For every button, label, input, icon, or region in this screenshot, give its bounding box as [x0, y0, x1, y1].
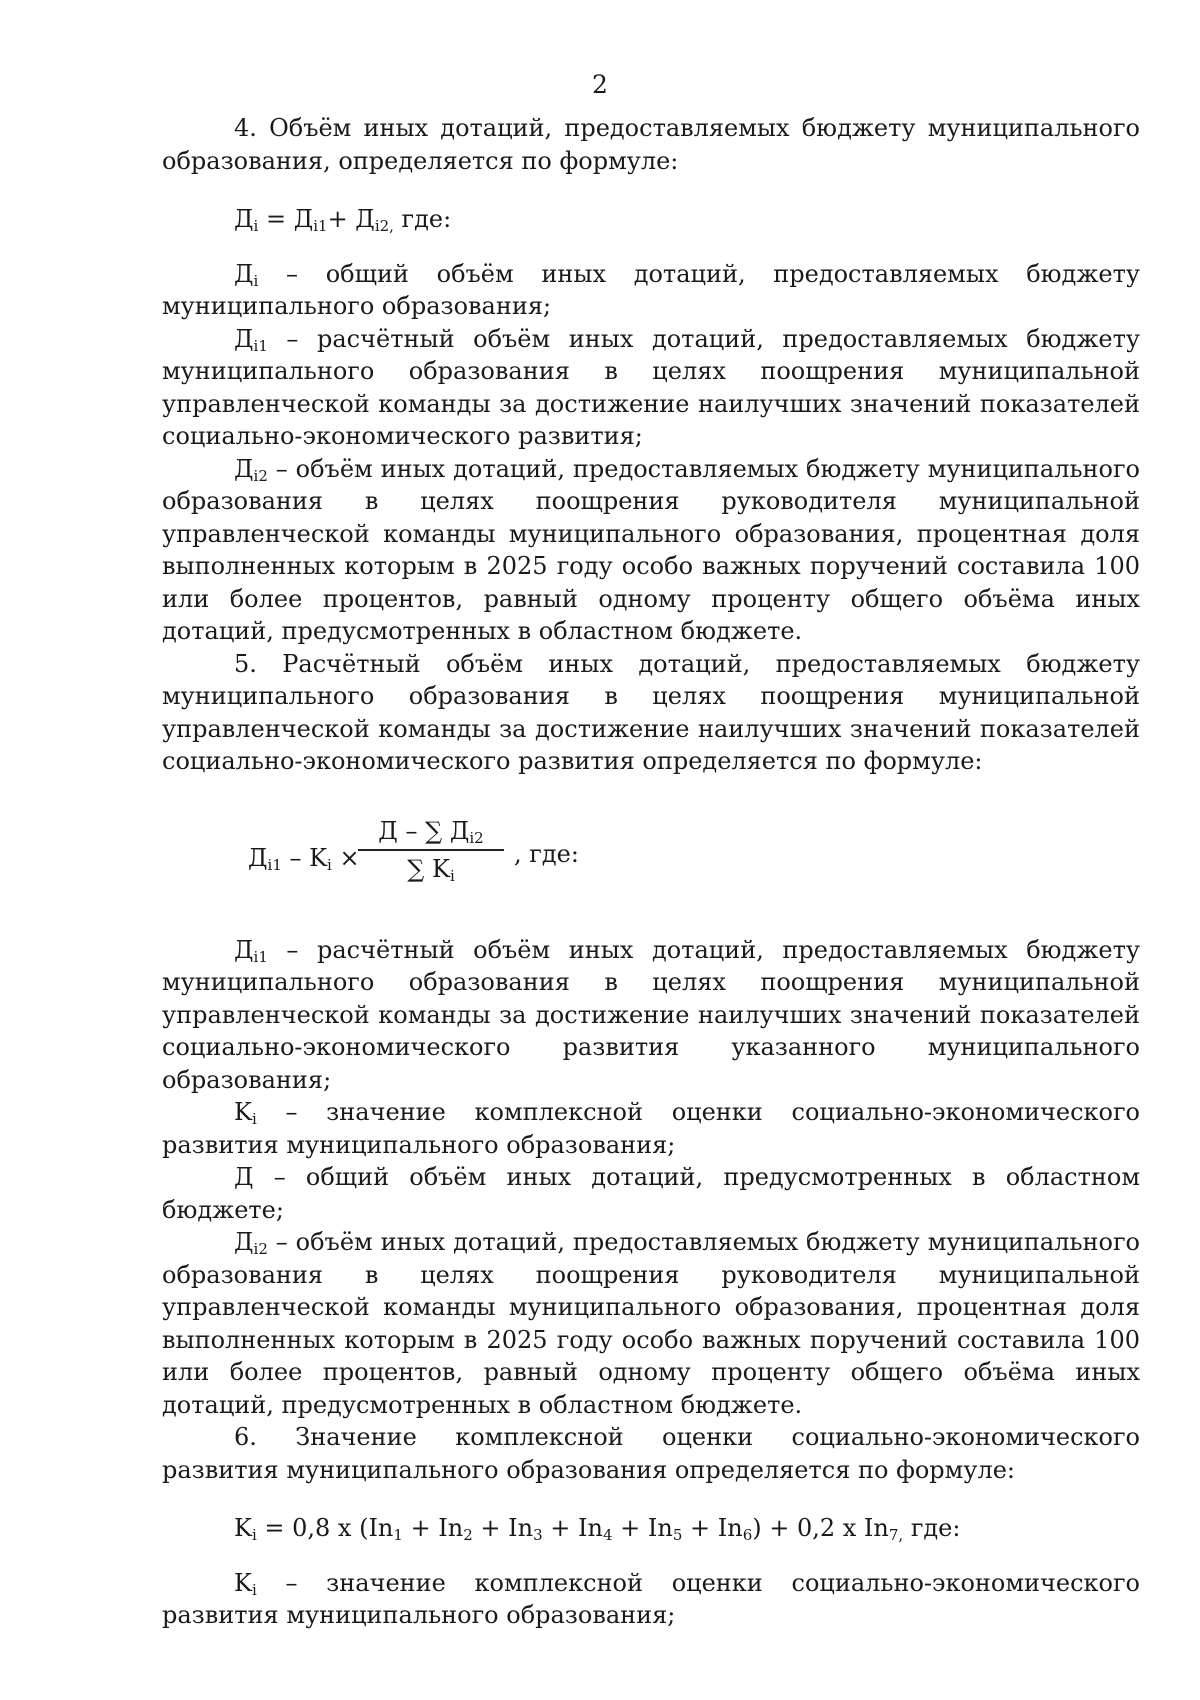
fraction — [358, 816, 504, 884]
fraction-numerator: Д – ∑ $Д_{i2}$ — [378, 816, 484, 847]
definition2-di2: $Д_{i2}$ – объём иных дотаций, предоставляемых бюджету муниципального образования в целях поощрения руководителя муниципальной управленческой команды муниципального образования, процентная доля выполненных которым в 2025 году особо важных поручений составила 100 или более процентов, равный одному проценту общего объёма иных дотаций, предусмотренных в областном бюджете. — [162, 1228, 1140, 1419]
fraction-bar — [358, 849, 504, 851]
document-body — [162, 112, 1140, 1632]
paragraph-4-intro: 4. Объём иных дотаций, предоставляемых бюджету муниципального образования, определяется по формуле: — [162, 114, 1140, 175]
page-number: 2 — [592, 70, 608, 99]
formula-lhs: $Д_{i1} - K_i$ × — [248, 843, 360, 874]
definition-di: $Д_i$ – общий объём иных дотаций, предоставляемых бюджету муниципального образования; — [162, 259, 1140, 320]
definition2-d: Д – общий объём иных дотаций, предусмотренных в областном бюджете; — [162, 1163, 1140, 1224]
definition-di2: $Д_{i2}$ – объём иных дотаций, предоставляемых бюджету муниципального образования в целях поощрения руководителя муниципальной управленческой команды муниципального образования, процентная доля выполненных которым в 2025 году особо важных поручений составила 100 или более процентов, равный одному проценту общего объёма иных дотаций, предусмотренных в областном бюджете. — [162, 454, 1140, 645]
fraction-denominator: ∑ $K_i$ — [407, 854, 455, 885]
formula-di1-fraction — [162, 806, 1140, 916]
formula-di-sum: $Д_i = Д_{i1}+ Д_{i2,}$ где: — [234, 205, 452, 235]
formula-ki: $K_i = 0,8$ x $(In_1 + In_2 + In_3 + In_4 + In_5 + In_6) + 0,2$ x $In_{7,}$ где: — [234, 1514, 961, 1544]
formula-tail: , где: — [514, 839, 579, 868]
definition2-ki: $K_i$ – значение комплексной оценки социально-экономического развития муниципального образования; — [162, 1098, 1140, 1159]
definition2-di1: $Д_{i1}$ – расчётный объём иных дотаций, предоставляемых бюджету муниципального образования в целях поощрения муниципальной управленческой команды за достижение наилучших значений показателей социально-экономического развития указанного муниципального образования; — [162, 935, 1140, 1094]
paragraph-6-intro: 6. Значение комплексной оценки социально-экономического развития муниципального образования определяется по формуле: — [162, 1423, 1140, 1484]
definition-di1: $Д_{i1}$ – расчётный объём иных дотаций, предоставляемых бюджету муниципального образования в целях поощрения муниципальной управленческой команды за достижение наилучших значений показателей социально-экономического развития; — [162, 324, 1140, 450]
paragraph-5-intro: 5. Расчётный объём иных дотаций, предоставляемых бюджету муниципального образования в целях поощрения муниципальной управленческой команды за достижение наилучших значений показателей социально-экономического развития определяется по формуле: — [162, 649, 1140, 775]
definition3-ki: $K_i$ – значение комплексной оценки социально-экономического развития муниципального образования; — [162, 1568, 1140, 1629]
